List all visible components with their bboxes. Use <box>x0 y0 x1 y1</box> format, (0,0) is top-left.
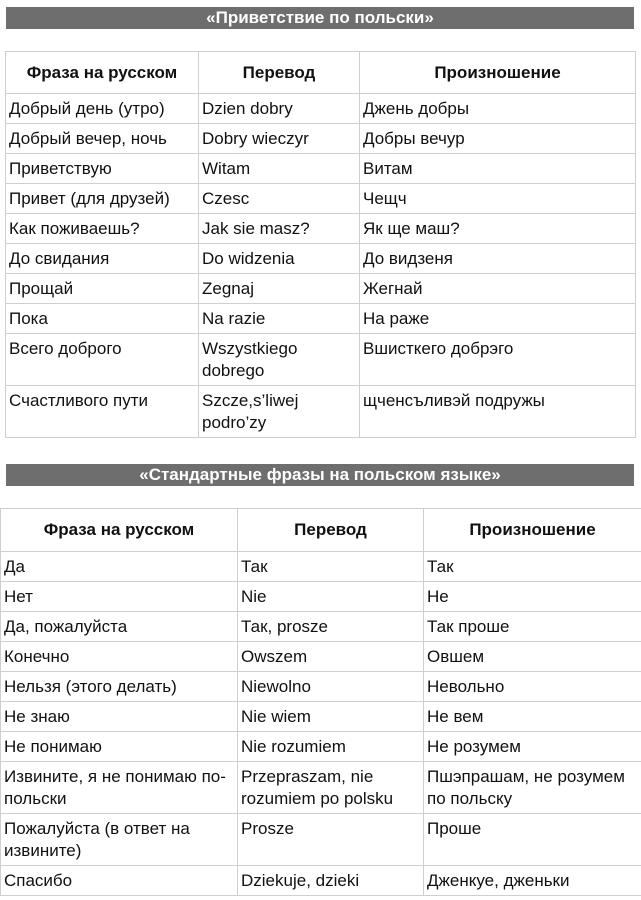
cell-russian: Да, пожалуйста <box>1 612 238 642</box>
table-row <box>6 124 636 154</box>
cell-pronunciation: Овшем <box>424 642 641 672</box>
cell-russian: Всего доброго <box>6 334 199 386</box>
table-row <box>1 582 641 612</box>
table-row <box>6 386 636 438</box>
table-header-row <box>6 52 636 94</box>
cell-russian: До свидания <box>6 244 199 274</box>
cell-translation: Czesc <box>199 184 360 214</box>
cell-translation: Witam <box>199 154 360 184</box>
cell-translation: Nie rozumiem <box>238 732 424 762</box>
cell-russian: Конечно <box>1 642 238 672</box>
table-row <box>1 642 641 672</box>
cell-translation: Nie <box>238 582 424 612</box>
cell-translation: Niewolno <box>238 672 424 702</box>
cell-translation: Так, prosze <box>238 612 424 642</box>
column-header: Фраза на русском <box>1 509 238 552</box>
table-row <box>6 154 636 184</box>
column-header: Произношение <box>424 509 641 552</box>
cell-russian: Не знаю <box>1 702 238 732</box>
cell-translation: Dzien dobry <box>199 94 360 124</box>
cell-pronunciation: Вшисткего добрэго <box>360 334 636 386</box>
cell-translation: Dobry wieczyr <box>199 124 360 154</box>
cell-translation: Do widzenia <box>199 244 360 274</box>
table-row <box>1 762 641 814</box>
column-header: Фраза на русском <box>6 52 199 94</box>
cell-pronunciation: Так <box>424 552 641 582</box>
table-row <box>6 334 636 386</box>
section-title-standard-phrases: «Стандартные фразы на польском языке» <box>6 464 634 486</box>
standard-phrases-table <box>0 508 641 896</box>
cell-russian: Нельзя (этого делать) <box>1 672 238 702</box>
column-header: Перевод <box>238 509 424 552</box>
table-row <box>6 244 636 274</box>
cell-translation: Owszem <box>238 642 424 672</box>
table-row <box>6 184 636 214</box>
cell-translation: Так <box>238 552 424 582</box>
table-row <box>6 94 636 124</box>
table-row <box>6 274 636 304</box>
cell-pronunciation: Добры вечур <box>360 124 636 154</box>
cell-pronunciation: Проше <box>424 814 641 866</box>
cell-translation: Dziekuje, dzieki <box>238 866 424 896</box>
cell-russian: Как поживаешь? <box>6 214 199 244</box>
cell-russian: Извините, я не понимаю по-польски <box>1 762 238 814</box>
cell-translation: Przepraszam, nie rozumiem po polsku <box>238 762 424 814</box>
table-header-row <box>1 509 641 552</box>
cell-pronunciation: До видзеня <box>360 244 636 274</box>
cell-translation: Nie wiem <box>238 702 424 732</box>
cell-pronunciation: Пшэпрашам, не розумем по польску <box>424 762 641 814</box>
cell-russian: Пожалуйста (в ответ на извините) <box>1 814 238 866</box>
cell-russian: Нет <box>1 582 238 612</box>
table-row <box>1 612 641 642</box>
cell-pronunciation: Жегнай <box>360 274 636 304</box>
cell-pronunciation: Невольно <box>424 672 641 702</box>
cell-pronunciation: Не вем <box>424 702 641 732</box>
cell-russian: Не понимаю <box>1 732 238 762</box>
column-header: Произношение <box>360 52 636 94</box>
cell-russian: Спасибо <box>1 866 238 896</box>
cell-pronunciation: Джень добры <box>360 94 636 124</box>
table-row <box>1 814 641 866</box>
cell-russian: Привет (для друзей) <box>6 184 199 214</box>
cell-russian: Приветствую <box>6 154 199 184</box>
cell-pronunciation: Не <box>424 582 641 612</box>
cell-translation: Zegnaj <box>199 274 360 304</box>
cell-pronunciation: Не розумем <box>424 732 641 762</box>
cell-translation: Szcze,s’liwej podro’zy <box>199 386 360 438</box>
cell-pronunciation: щченсъливэй подружы <box>360 386 636 438</box>
cell-pronunciation: На раже <box>360 304 636 334</box>
cell-translation: Na razie <box>199 304 360 334</box>
cell-russian: Да <box>1 552 238 582</box>
cell-pronunciation: Витам <box>360 154 636 184</box>
cell-pronunciation: Як ще маш? <box>360 214 636 244</box>
cell-translation: Prosze <box>238 814 424 866</box>
greetings-table <box>5 51 636 438</box>
cell-russian: Счастливого пути <box>6 386 199 438</box>
cell-russian: Прощай <box>6 274 199 304</box>
table-row <box>1 672 641 702</box>
cell-translation: Jak sie masz? <box>199 214 360 244</box>
table-row <box>1 552 641 582</box>
cell-russian: Пока <box>6 304 199 334</box>
table-row <box>6 304 636 334</box>
table-row <box>1 702 641 732</box>
cell-russian: Добрый день (утро) <box>6 94 199 124</box>
table-row <box>1 866 641 896</box>
column-header: Перевод <box>199 52 360 94</box>
cell-translation: Wszystkiego dobrego <box>199 334 360 386</box>
section-title-greetings: «Приветствие по польски» <box>6 7 634 29</box>
cell-pronunciation: Дженкуе, дженьки <box>424 866 641 896</box>
table-row <box>6 214 636 244</box>
cell-pronunciation: Так проше <box>424 612 641 642</box>
cell-russian: Добрый вечер, ночь <box>6 124 199 154</box>
table-row <box>1 732 641 762</box>
cell-pronunciation: Чещч <box>360 184 636 214</box>
